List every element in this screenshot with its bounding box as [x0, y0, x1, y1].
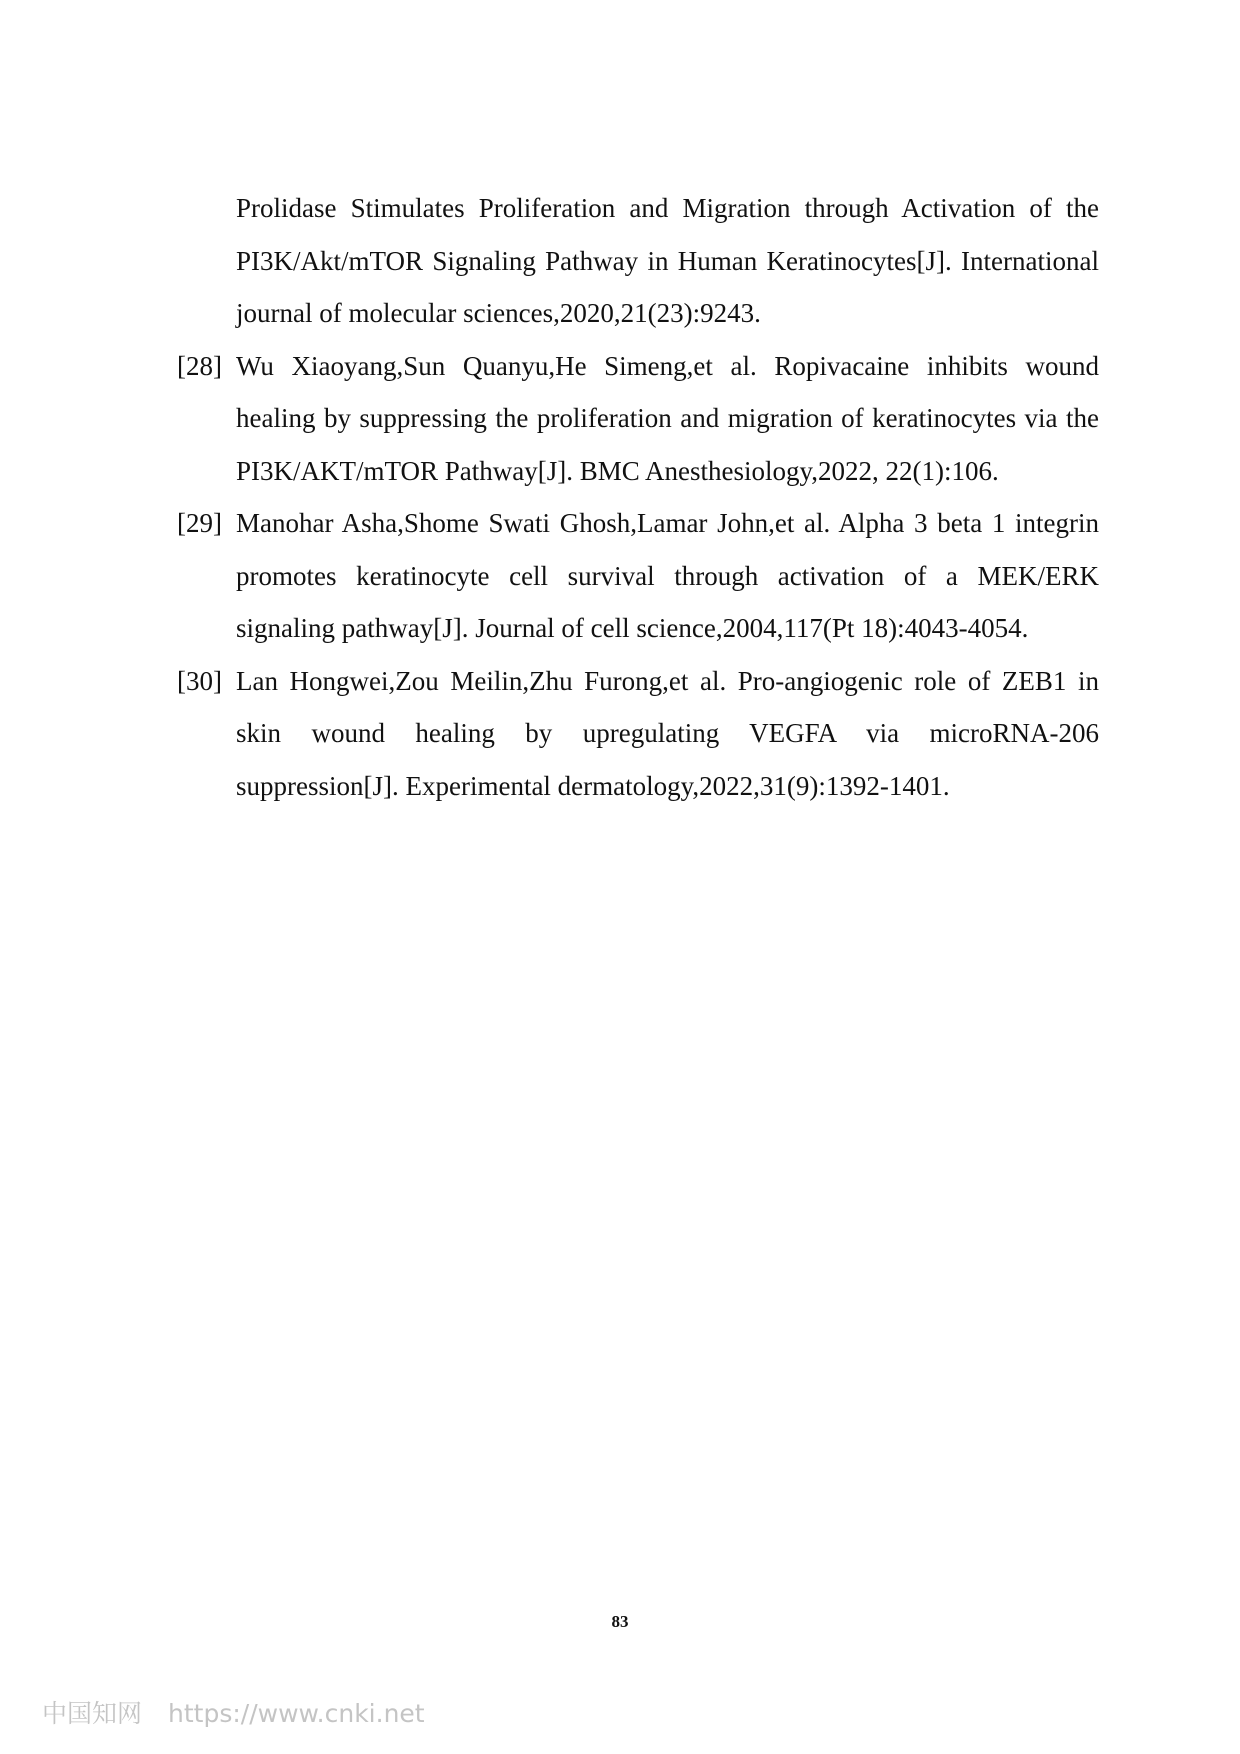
watermark-url: https://www.cnki.net [168, 1699, 425, 1728]
reference-number: [29] [177, 508, 222, 538]
reference-item [177, 497, 1099, 655]
reference-text: Prolidase Stimulates Proliferation and Migration through Activation of the PI3K/Akt/mTOR Signaling Pathway in Human Keratinocytes[J]. International journal of molecular sciences,2020,21(23):9243. [236, 193, 1099, 328]
watermark-brand: 中国知网 [42, 1699, 143, 1728]
watermark [42, 1694, 425, 1730]
reference-text: Manohar Asha,Shome Swati Ghosh,Lamar John,et al. Alpha 3 beta 1 integrin promotes keratinocyte cell survival through activation of a MEK/ERK signaling pathway[J]. Journal of cell science,2004,117(Pt 18):4043-4054. [236, 508, 1099, 643]
reference-number: [28] [177, 350, 222, 381]
reference-item [177, 655, 1099, 813]
reference-item [177, 182, 1099, 340]
reference-number: [30] [177, 665, 222, 696]
reference-list [177, 182, 1099, 812]
page-number: 83 [611, 1612, 629, 1631]
reference-text: Lan Hongwei,Zou Meilin,Zhu Furong,et al. Pro-angiogenic role of ZEB1 in skin wound healing by upregulating VEGFA via microRNA-206 suppression[J]. Experimental dermatology,2022,31(9):1392-1401. [236, 665, 1099, 801]
reference-item [177, 340, 1099, 498]
reference-text: Wu Xiaoyang,Sun Quanyu,He Simeng,et al. Ropivacaine inhibits wound healing by suppressing the proliferation and migration of keratinocytes via the PI3K/AKT/mTOR Pathway[J]. BMC Anesthesiology,2022, 22(1):106. [236, 350, 1099, 486]
